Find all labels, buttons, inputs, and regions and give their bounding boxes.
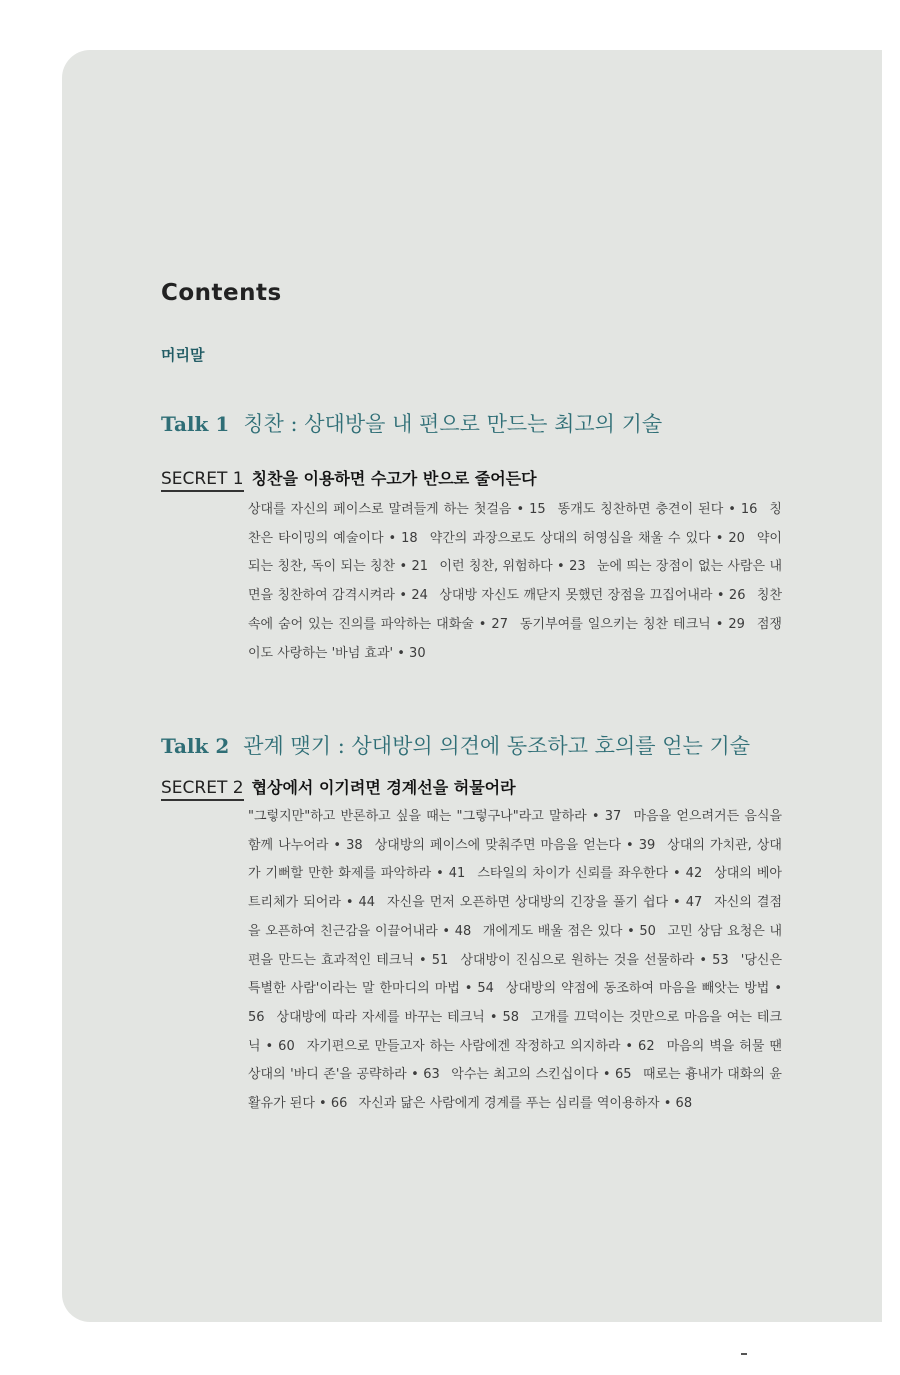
preface-link[interactable]: 머리말 bbox=[161, 346, 205, 364]
book-page bbox=[62, 50, 882, 1322]
secret-2-title: 협상에서 이기려면 경계선을 허물어라 bbox=[251, 778, 516, 797]
toc-entry[interactable]: 눈에 띄는 장점이 없는 사람은 내면을 칭찬하여 감격시켜라 • 24 bbox=[248, 559, 782, 604]
secret-1-entry-list bbox=[248, 496, 782, 668]
toc-entry[interactable]: 점쟁이도 사랑하는 '바넘 효과' • 30 bbox=[248, 616, 782, 661]
secret-2-heading[interactable] bbox=[161, 775, 516, 801]
toc-entry[interactable]: 자기편으로 만들고자 하는 사람에겐 작정하고 의지하라 • 62 bbox=[306, 1038, 655, 1054]
toc-entry[interactable]: 약이 되는 칭찬, 독이 되는 칭찬 • 21 bbox=[248, 530, 782, 575]
talk-2-number: Talk 2 bbox=[161, 734, 230, 758]
toc-entry[interactable]: 스타일의 차이가 신뢰를 좌우한다 • 42 bbox=[477, 866, 703, 882]
page-mark bbox=[741, 1353, 747, 1355]
toc-entry[interactable]: 칭찬 속에 숨어 있는 진의를 파악하는 대화술 • 27 bbox=[248, 588, 783, 632]
toc-entry[interactable]: 자신과 닮은 사람에게 경계를 푸는 심리를 역이용하자 • 68 bbox=[358, 1096, 693, 1112]
toc-entry[interactable]: 상대방의 약점에 동조하여 마음을 빼앗는 방법 • 56 bbox=[248, 981, 782, 1025]
talk-1-title: 칭찬 : 상대방을 내 편으로 만드는 최고의 기술 bbox=[243, 412, 663, 436]
toc-entry[interactable]: 상대를 자신의 페이스로 말려들게 하는 첫걸음 • 15 bbox=[248, 502, 546, 517]
toc-entry[interactable]: 고민 상담 요청은 내 편을 만드는 효과적인 테크닉 • 51 bbox=[248, 923, 783, 968]
toc-entry[interactable]: 똥개도 칭찬하면 충견이 된다 • 16 bbox=[557, 502, 758, 517]
toc-entry[interactable]: 이런 칭찬, 위험하다 • 23 bbox=[439, 559, 586, 575]
talk-2-title: 관계 맺기 : 상대방의 의견에 동조하고 호의를 얻는 기술 bbox=[243, 734, 751, 758]
secret-1-heading[interactable] bbox=[161, 466, 537, 492]
talk-1-heading[interactable] bbox=[161, 408, 662, 438]
toc-entry[interactable]: 자신을 먼저 오픈하면 상대방의 긴장을 풀기 쉽다 • 47 bbox=[387, 895, 703, 911]
contents-title: Contents bbox=[161, 280, 282, 306]
toc-entry[interactable]: 자신의 결점을 오픈하여 친근감을 이끌어내라 • 48 bbox=[248, 895, 783, 939]
toc-entry[interactable]: 고개를 끄덕이는 것만으로 마음을 여는 테크닉 • 60 bbox=[248, 1009, 783, 1054]
toc-entry[interactable]: 악수는 최고의 스킨십이다 • 65 bbox=[451, 1067, 632, 1083]
talk-1-number: Talk 1 bbox=[161, 412, 230, 436]
toc-entry[interactable]: 상대의 가치관, 상대가 기뻐할 만한 화제를 파악하라 • 41 bbox=[248, 837, 782, 882]
toc-entry[interactable]: 개에게도 배울 점은 있다 • 50 bbox=[482, 923, 656, 939]
toc-entry[interactable]: 상대의 베아트리체가 되어라 • 44 bbox=[248, 866, 782, 911]
toc-entry[interactable]: 동기부여를 일으키는 칭찬 테크닉 • 29 bbox=[519, 616, 745, 632]
secret-1-title: 칭찬을 이용하면 수고가 반으로 줄어든다 bbox=[251, 469, 537, 488]
toc-entry[interactable]: 칭찬은 타이밍의 예술이다 • 18 bbox=[248, 502, 782, 546]
toc-entry[interactable]: 상대방의 페이스에 맞춰주면 마음을 얻는다 • 39 bbox=[374, 837, 656, 853]
secret-2-label: SECRET 2 bbox=[161, 778, 244, 801]
toc-entry[interactable]: 때로는 흉내가 대화의 윤활유가 된다 • 66 bbox=[248, 1067, 782, 1112]
secret-2-entry-list bbox=[248, 803, 782, 1119]
toc-entry[interactable]: 약간의 과장으로도 상대의 허영심을 채울 수 있다 • 20 bbox=[429, 530, 745, 546]
secret-1-label: SECRET 1 bbox=[161, 469, 244, 492]
toc-entry[interactable]: "그렇지만"하고 반론하고 싶을 때는 "그렇구나"라고 말하라 • 37 bbox=[248, 809, 622, 824]
toc-entry[interactable]: 마음의 벽을 허물 땐 상대의 '바디 존'을 공략하라 • 63 bbox=[248, 1038, 782, 1083]
toc-entry[interactable]: 상대방에 따라 자세를 바꾸는 테크닉 • 58 bbox=[276, 1009, 520, 1025]
toc-entry[interactable]: '당신은 특별한 사람'이라는 말 한마디의 마법 • 54 bbox=[248, 952, 782, 997]
talk-2-heading[interactable] bbox=[161, 730, 750, 760]
toc-entry[interactable]: 마음을 얻으려거든 음식을 함께 나누어라 • 38 bbox=[248, 809, 783, 853]
toc-entry[interactable]: 상대방 자신도 깨닫지 못했던 장점을 끄집어내라 • 26 bbox=[439, 588, 746, 604]
toc-entry[interactable]: 상대방이 진심으로 원하는 것을 선물하라 • 53 bbox=[460, 952, 729, 968]
